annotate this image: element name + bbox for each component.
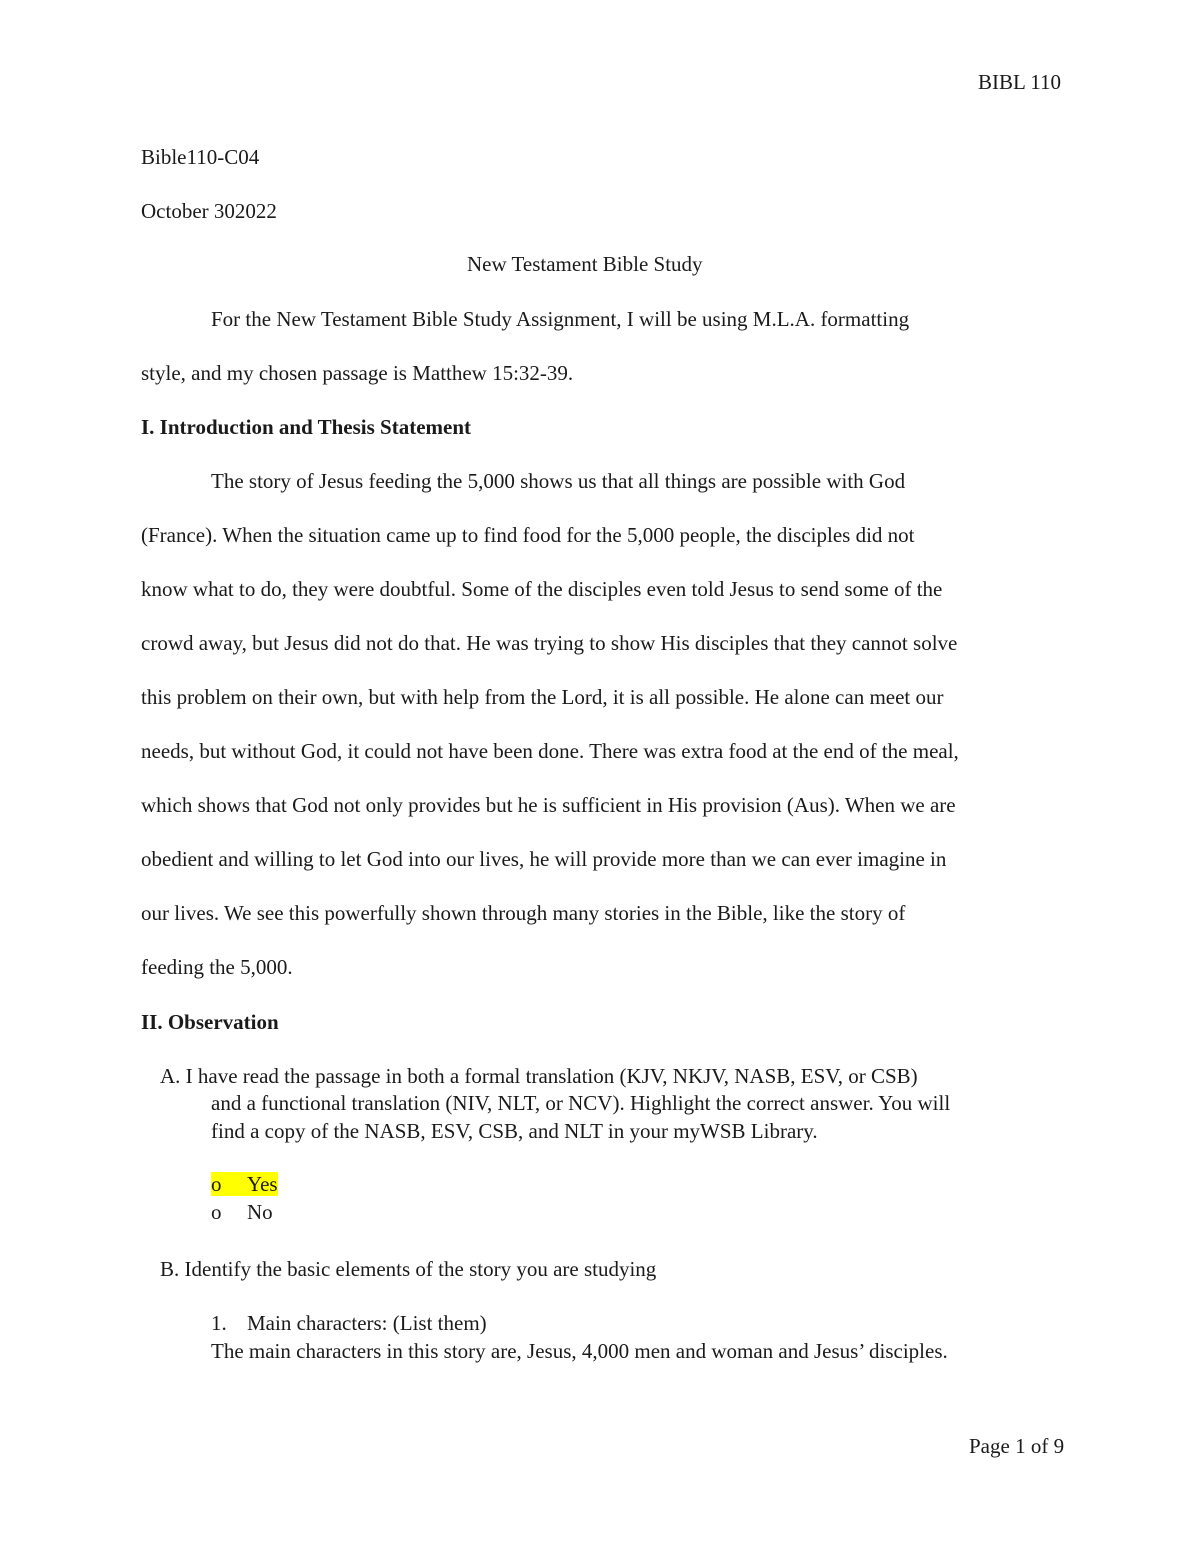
date-line: October 302022 <box>141 199 277 223</box>
paragraph-line: our lives. We see this powerfully shown through many stories in the Bible, like the story of <box>141 901 906 925</box>
option-label: No <box>247 1200 273 1224</box>
item-a-line: and a functional translation (NIV, NLT, or NCV). Highlight the correct answer. You will <box>211 1091 951 1115</box>
paragraph-line: obedient and willing to let God into our lives, he will provide more than we can ever imagine in <box>141 847 947 871</box>
intro-line-1: For the New Testament Bible Study Assignment, I will be using M.L.A. formatting <box>211 307 910 331</box>
paragraph-line: which shows that God not only provides but he is sufficient in His provision (Aus). When we are <box>141 793 956 817</box>
intro-line-2: style, and my chosen passage is Matthew 15:32-39. <box>141 361 574 385</box>
paragraph-line: The story of Jesus feeding the 5,000 shows us that all things are possible with God <box>211 469 906 493</box>
option-label: Yes <box>247 1172 278 1196</box>
paragraph-line: (France). When the situation came up to find food for the 5,000 people, the disciples did not <box>141 523 915 547</box>
paragraph-line: feeding the 5,000. <box>141 955 293 979</box>
paragraph-line: crowd away, but Jesus did not do that. He was trying to show His disciples that they cannot solve <box>141 631 958 655</box>
main-characters-answer: The main characters in this story are, Jesus, 4,000 men and woman and Jesus’ disciples. <box>211 1339 948 1363</box>
option-yes <box>211 1172 278 1197</box>
bullet-mark: o <box>211 1200 222 1224</box>
running-head: BIBL 110 <box>978 70 1062 94</box>
paragraph-line: know what to do, they were doubtful. Some of the disciples even told Jesus to send some of the <box>141 577 943 601</box>
paragraph-line: needs, but without God, it could not have been done. There was extra food at the end of the meal, <box>141 739 959 763</box>
highlighted-answer <box>211 1172 278 1196</box>
section-heading-introduction: I. Introduction and Thesis Statement <box>141 415 472 439</box>
sub-item-number: 1. <box>211 1311 227 1335</box>
section-heading-observation: II. Observation <box>141 1010 279 1034</box>
item-a-line: A. I have read the passage in both a formal translation (KJV, NKJV, NASB, ESV, or CSB) <box>160 1064 918 1088</box>
paragraph-line: this problem on their own, but with help from the Lord, it is all possible. He alone can meet our <box>141 685 944 709</box>
document-title: New Testament Bible Study <box>467 252 703 276</box>
item-b-line: B. Identify the basic elements of the story you are studying <box>160 1257 657 1281</box>
course-code: Bible110-C04 <box>141 145 260 169</box>
page-number: Page 1 of 9 <box>969 1434 1065 1458</box>
sub-item-label: Main characters: (List them) <box>247 1311 487 1335</box>
sub-item-main-characters <box>211 1311 487 1336</box>
item-a-line: find a copy of the NASB, ESV, CSB, and NLT in your myWSB Library. <box>211 1119 818 1143</box>
option-no <box>211 1200 273 1225</box>
bullet-mark: o <box>211 1172 222 1196</box>
